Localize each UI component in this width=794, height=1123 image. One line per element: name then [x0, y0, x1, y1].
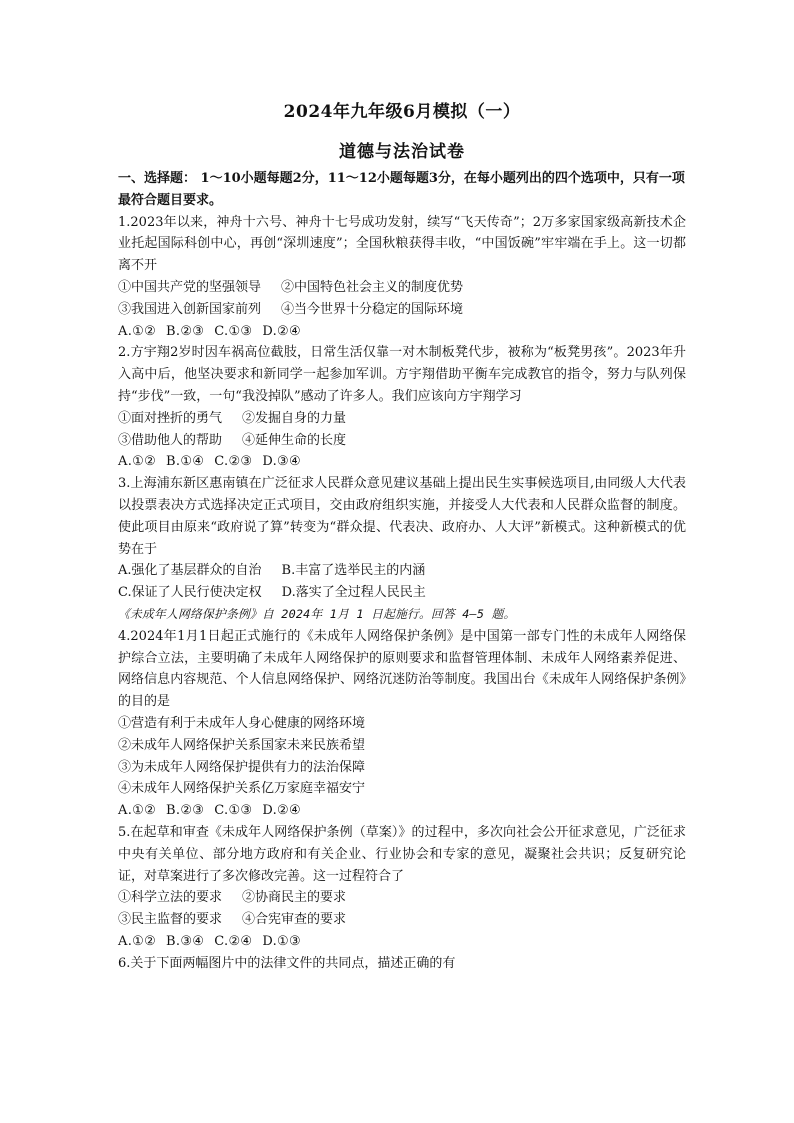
choice-d: D.②④ — [262, 803, 301, 819]
statement-row — [118, 430, 686, 452]
choice-c: C.②④ — [214, 933, 253, 949]
choice-b: B.②③ — [166, 803, 205, 819]
choice-a: A.强化了基层群众的自治 — [118, 563, 262, 579]
statement: ④当今世界十分稳定的国际环境 — [281, 301, 464, 317]
answer-choices — [118, 451, 686, 473]
statement-row — [118, 408, 686, 430]
question-6 — [118, 953, 686, 975]
question-3 — [118, 473, 686, 604]
statement-row — [118, 909, 686, 931]
question-stem: 5.在起草和审查《未成年人网络保护条例（草案）》的过程中，多次向社会公开征求意见，广泛征求中央有关单位、部分地方政府和有关企业、行业协会和专家的意见，凝聚社会共识；反复研究论证，对草案进行了多次修改完善。这一过程符合了 — [118, 824, 686, 884]
statement: ①面对挫折的勇气 — [118, 410, 223, 426]
statement-row — [118, 887, 686, 909]
statement-row — [118, 277, 686, 299]
choice-d: D.②④ — [262, 323, 301, 339]
statement: ②协商民主的要求 — [242, 890, 347, 906]
question-1 — [118, 212, 686, 343]
exam-title: 2024年九年级6月模拟（一） — [283, 102, 521, 122]
statement: ①中国共产党的坚强领导 — [118, 279, 262, 295]
statement: ④延伸生命的长度 — [242, 432, 347, 448]
question-2 — [118, 342, 686, 473]
exam-subtitle: 道德与法治试卷 — [339, 142, 465, 162]
choice-row — [118, 582, 686, 604]
statement: ④合宪审查的要求 — [242, 912, 347, 928]
statement: ①营造有利于未成年人身心健康的网络环境 — [118, 715, 366, 731]
statement: ③为未成年人网络保护提供有力的法治保障 — [118, 759, 366, 775]
statement: ④未成年人网络保护关系亿万家庭幸福安宁 — [118, 781, 366, 797]
question-stem: 6.关于下面两幅图片中的法律文件的共同点，描述正确的有 — [118, 955, 456, 971]
choice-d: D.落实了全过程人民民主 — [281, 585, 426, 601]
material-note: 《未成年人网络保护条例》自 2024年 1月 1 日起施行。回答 4—5 题。 — [118, 606, 516, 621]
section-heading: 一、选择题： 1～10小题每题2分，11～12小题每题3分，在每小题列出的四个选项中，只有一项最符合题目要求。 — [118, 171, 685, 208]
question-4 — [118, 626, 686, 822]
answer-choices — [118, 800, 686, 822]
question-5 — [118, 822, 686, 953]
choice-row — [118, 560, 686, 582]
exam-content — [118, 100, 686, 974]
statement: ③民主监督的要求 — [118, 912, 223, 928]
choice-b: B.②③ — [166, 323, 205, 339]
choice-c: C.①③ — [214, 803, 253, 819]
choice-a: A.①② — [118, 323, 157, 339]
choice-c: C.②③ — [214, 454, 253, 470]
choice-d: D.③④ — [262, 454, 301, 470]
statement: ②未成年人网络保护关系国家未来民族希望 — [118, 737, 366, 753]
choice-a: A.①② — [118, 454, 157, 470]
statement-row — [118, 299, 686, 321]
choice-d: D.①③ — [262, 933, 301, 949]
question-stem: 4.2024年1月1日起正式施行的《未成年人网络保护条例》是中国第一部专门性的未成年人网络保护综合立法，主要明确了未成年人网络保护的原则要求和监督管理体制、未成年人网络素养促进、网络信息内容规范、个人信息网络保护、网络沉迷防治等制度。我国出台《未成年人网络保护条例》的目的是 — [118, 628, 686, 710]
choice-a: A.①② — [118, 933, 157, 949]
statement: ①科学立法的要求 — [118, 890, 223, 906]
question-stem: 2.方宇翔2岁时因车祸高位截肢，日常生活仅靠一对木制板凳代步，被称为“板凳男孩”。2023年升入高中后，他坚决要求和新同学一起参加军训。方宇翔借助平衡车完成教官的指令，努力与队列保持“步伐”一致，一句“我没掉队”感动了许多人。我们应该向方宇翔学习 — [118, 345, 686, 404]
statement: ②发掘自身的力量 — [242, 410, 347, 426]
choice-b: B.③④ — [166, 933, 205, 949]
answer-choices — [118, 931, 686, 953]
statement: ③我国进入创新国家前列 — [118, 301, 262, 317]
choice-a: A.①② — [118, 803, 157, 819]
answer-choices — [118, 321, 686, 343]
choice-b: B.丰富了选举民主的内涵 — [281, 563, 426, 579]
question-stem: 1.2023年以来，神舟十六号、神舟十七号成功发射，续写“飞天传奇”；2万多家国家级高新技术企业托起国际科创中心，再创“深圳速度”；全国秋粮获得丰收，“中国饭碗”牢牢端在手上。这一切都离不开 — [118, 214, 686, 274]
statement: ②中国特色社会主义的制度优势 — [281, 279, 464, 295]
choice-c: C.保证了人民行使决定权 — [118, 585, 262, 601]
question-stem: 3.上海浦东新区惠南镇在广泛征求人民群众意见建议基础上提出民生实事候选项目,由同级人大代表以投票表决方式选择决定正式项目，交由政府组织实施，并接受人大代表和人民群众监督的制度。使此项目由原来“政府说了算”转变为“群众提、代表决、政府办、人大评”新模式。这种新模式的优势在于 — [118, 476, 686, 557]
statement: ③借助他人的帮助 — [118, 432, 223, 448]
choice-c: C.①③ — [214, 323, 253, 339]
choice-b: B.①④ — [166, 454, 205, 470]
